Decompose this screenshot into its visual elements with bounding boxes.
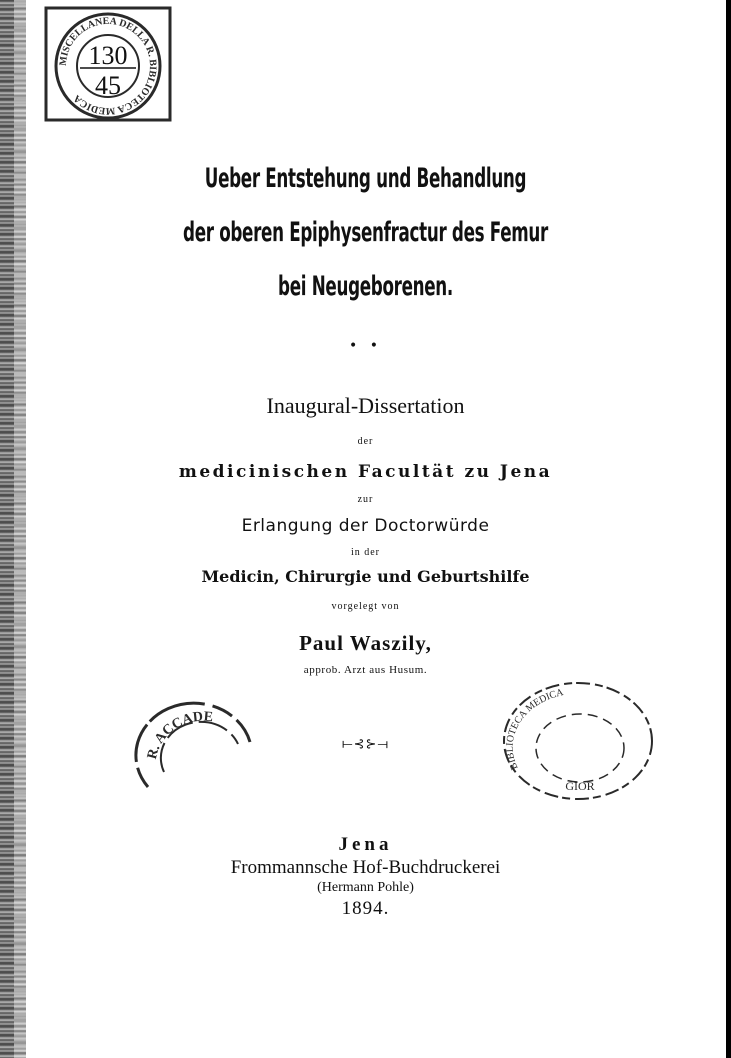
svg-text:BIBLIOTECA MEDICA bbox=[505, 687, 566, 771]
place-of-publication: Jena bbox=[338, 834, 393, 855]
left-stamp-text: R. ACCADE bbox=[144, 709, 214, 761]
text-zur: zur bbox=[357, 494, 374, 505]
stamp-ring-text: MISCELLANEA DELLA R. BIBLIOTECA MEDICA bbox=[57, 15, 159, 117]
author-info: approb. Arzt aus Husum. bbox=[303, 664, 428, 676]
title-line-2: der oberen Epiphysenfractur des Femur bbox=[183, 217, 548, 248]
fields-line: Medicin, Chirurgie und Geburtshilfe bbox=[201, 567, 530, 586]
author-name: Paul Waszily, bbox=[299, 631, 432, 655]
publication-year: 1894. bbox=[341, 898, 390, 919]
text-der: der bbox=[357, 436, 374, 447]
title-line-1: Ueber Entstehung und Behandlung bbox=[204, 163, 527, 194]
divider-ornament: ⟝⊰⊱⟞ bbox=[341, 736, 390, 751]
stamp-number-bottom: 45 bbox=[95, 71, 121, 100]
printer-name: Frommannsche Hof-Buchdruckerei bbox=[230, 857, 501, 878]
library-stamp-right bbox=[500, 678, 656, 804]
title-line-3: bei Neugeborenen. bbox=[278, 271, 453, 302]
library-stamp-top bbox=[44, 6, 172, 122]
faculty-name: medicinischen Facultät zu Jena bbox=[178, 462, 553, 482]
erlangung-line: Erlangung der Doctorwürde bbox=[241, 516, 490, 536]
stamp-number-top: 130 bbox=[88, 41, 128, 70]
right-stamp-text: BIBLIOTECA MEDICA bbox=[504, 687, 565, 772]
book-title bbox=[139, 152, 592, 314]
vorgelegt-line: vorgelegt von bbox=[331, 601, 400, 612]
ornament-dots: • • bbox=[349, 338, 382, 354]
dissertation-label: Inaugural-Dissertation bbox=[266, 393, 465, 418]
text-in-der: in der bbox=[350, 547, 381, 558]
right-stamp-bottom: GIOR bbox=[565, 779, 595, 793]
printer-owner: (Hermann Pohle) bbox=[317, 880, 414, 895]
